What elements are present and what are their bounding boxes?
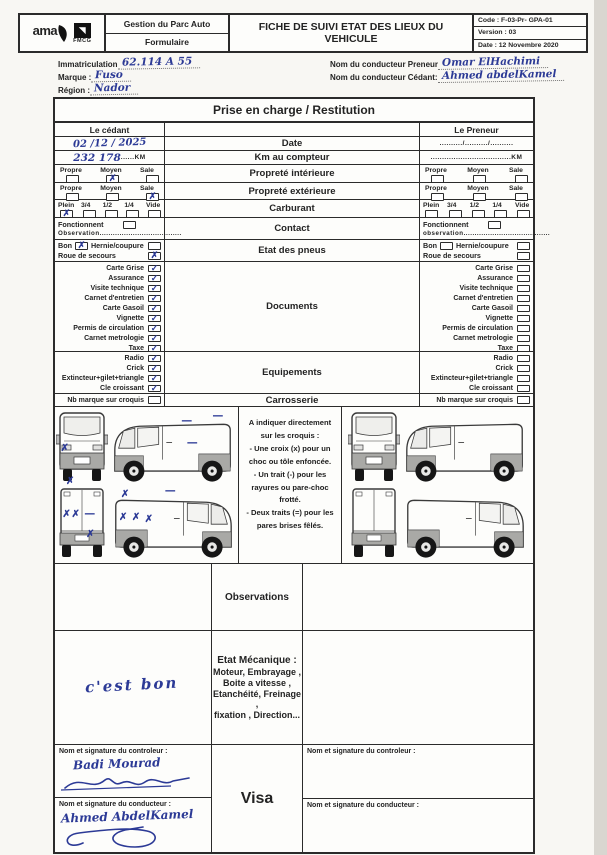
logo-brand-text: ama (32, 23, 58, 38)
proprete-exterieure-label: Propreté extérieure (165, 183, 420, 199)
document-item (55, 323, 164, 333)
dept-line-1: Gestion du Parc Auto (106, 15, 228, 34)
checkbox (517, 275, 530, 282)
option-label: Moyen (100, 167, 122, 174)
marque-value: Fuso (91, 69, 131, 83)
checkbox: ✓ (148, 305, 161, 312)
checkbox (66, 175, 79, 183)
checkbox: ✗ (148, 252, 161, 260)
signature-controleur-preneur (303, 745, 533, 798)
option-label: Vide (146, 202, 161, 209)
km-label: Km au compteur (165, 151, 420, 164)
column-header-row (55, 123, 533, 137)
option-label: 1/4 (492, 202, 502, 209)
damage-marks-layer (55, 407, 238, 563)
checkbox: ✓ (148, 335, 161, 342)
documents-row (55, 262, 533, 352)
carburant-label: Carburant (165, 200, 420, 217)
equipement-label: Radio (493, 354, 513, 362)
department-cell (106, 15, 230, 51)
checkbox (148, 210, 161, 218)
checkbox (440, 242, 453, 250)
controleur-label: Nom et signature du controleur : (307, 748, 416, 755)
damage-mark: ✗ (144, 513, 154, 525)
visa-label: Visa (212, 745, 303, 852)
equipement-item (55, 383, 164, 393)
checkbox: ✓ (148, 285, 161, 292)
checkbox (517, 315, 530, 322)
document-label: Carnet d'entretien (453, 294, 513, 302)
document-label: Carte Grise (106, 264, 144, 272)
damage-mark: ✗ (119, 512, 128, 524)
document-label: Carnet metrologie (84, 334, 144, 342)
roue-label: Roue de secours (58, 251, 116, 260)
checkbox (517, 355, 530, 362)
checkbox: ✓ (148, 345, 161, 352)
damage-mark: ✗ (120, 488, 130, 500)
proprete-interieure-row (55, 165, 533, 183)
option-label: Propre (425, 167, 447, 174)
document-label: Taxe (497, 344, 513, 352)
document-label: Carte Gasoil (102, 304, 144, 312)
mecanique-line: Etanchéité, Freinage , (212, 689, 302, 709)
document-item (55, 283, 164, 293)
equipement-item (420, 363, 533, 373)
croquis-row (55, 407, 533, 564)
checkbox (517, 345, 530, 352)
doc-version: Version : 03 (474, 26, 586, 38)
equipement-item (55, 373, 164, 383)
document-item (55, 293, 164, 303)
checkbox (473, 175, 486, 183)
date-value-preneur: ........../........../.......... (439, 140, 514, 147)
table-title: Prise en charge / Restitution (55, 99, 533, 123)
checkbox: ✗ (146, 193, 159, 201)
checkbox (449, 210, 462, 218)
mecanique-cedant (55, 631, 212, 744)
document-item (55, 333, 164, 343)
immatriculation-label: Immatriculation (58, 60, 118, 69)
option-label: 1/2 (102, 202, 113, 209)
equipements-label: Equipements (165, 352, 420, 393)
option-label: Sale (139, 185, 154, 192)
option-label: Plein (423, 202, 440, 209)
pneus-row (55, 240, 533, 262)
option-label: Propre (425, 185, 447, 192)
option-label: Sale (139, 167, 154, 174)
document-item (420, 313, 533, 323)
damage-mark: — (84, 507, 96, 521)
equipement-label: Cle croissant (469, 384, 513, 392)
cedant-value: Ahmed abdelKamel (437, 68, 564, 83)
document-item (420, 263, 533, 273)
document-label: Taxe (128, 344, 144, 352)
option-label: Moyen (467, 185, 489, 192)
immatriculation-row (58, 57, 200, 69)
pneus-label: Etat des pneus (165, 240, 420, 261)
controleur-signature-icon (59, 770, 199, 794)
damage-mark: — (186, 435, 198, 449)
region-row (58, 83, 200, 95)
checkbox (472, 210, 485, 218)
observations-preneur (303, 564, 533, 630)
document-item (420, 303, 533, 313)
instruction-line: A indiquer directement sur les croquis : (248, 418, 332, 440)
carburant-row (55, 200, 533, 218)
instruction-line: - Un trait (-) pour les rayures ou pare-choc frotté. (251, 469, 329, 505)
document-label: Vignette (116, 314, 144, 322)
proprete-exterieure-row (55, 183, 533, 200)
region-value: Nador (90, 82, 139, 96)
conducteur-label: Nom et signature du conducteur : (59, 801, 172, 808)
marque-label: Marque : (58, 73, 92, 82)
equipements-row (55, 352, 533, 394)
document-label: Carnet metrologie (453, 334, 513, 342)
option-label: Sale (508, 167, 523, 174)
document-label: Permis de circulation (73, 324, 144, 332)
checkbox (517, 295, 530, 302)
checkbox: ✗ (60, 210, 73, 218)
observations-row (55, 564, 533, 631)
signature-conducteur-preneur (303, 798, 533, 852)
observation-dots: Observation..................................... (58, 230, 182, 237)
leaf-icon (57, 23, 69, 43)
document-item (420, 273, 533, 283)
checkbox: ✓ (148, 265, 161, 272)
van-front-sketch (348, 411, 400, 483)
km-dots: ......KM (120, 154, 146, 161)
km-value-cedant: 232 178 (73, 151, 121, 164)
document-label: Carte Gasoil (471, 304, 513, 312)
controleur-name: Badi Mourad (72, 755, 161, 773)
company-logo (20, 15, 106, 51)
bon-label: Bon (58, 241, 72, 250)
option-label: Vide (515, 202, 530, 209)
equipement-item (55, 353, 164, 363)
checkbox (126, 210, 139, 218)
checkbox (517, 365, 530, 372)
observation-dots: observation....................................... (423, 230, 551, 237)
equipement-label: Radio (124, 354, 144, 362)
vehicle-info (58, 57, 588, 95)
document-item (55, 303, 164, 313)
option-label: 3/4 (80, 202, 91, 209)
date-row (55, 137, 533, 151)
checkbox: ✓ (148, 275, 161, 282)
option-label: 1/2 (469, 202, 480, 209)
mecanique-note-cedant: c'est bon (84, 673, 179, 697)
damage-mark: ✗ (86, 529, 95, 541)
fonctionnent-label: Fonctionnent (423, 220, 469, 229)
van-side-left-sketch (403, 421, 527, 483)
checkbox (517, 242, 530, 250)
right-column-header: Le Preneur (454, 124, 499, 135)
checkbox (148, 396, 161, 404)
checkbox (494, 210, 507, 218)
option-label: Sale (508, 185, 523, 192)
contact-label: Contact (165, 218, 420, 239)
document-item (55, 273, 164, 283)
checkbox: ✓ (148, 315, 161, 322)
mecanique-title: Etat Mécanique : (217, 655, 297, 666)
mecanique-line: Boite a vitesse , (222, 678, 292, 688)
equipement-item (55, 363, 164, 373)
damage-mark: ✗ (60, 443, 69, 455)
fonctionnent-label: Fonctionnent (58, 220, 104, 229)
preneur-label: Nom du conducteur Preneur (330, 60, 439, 69)
nb-marque-label: Nb marque sur croquis (436, 396, 513, 404)
document-label: Vignette (485, 314, 513, 322)
option-label: Moyen (100, 185, 122, 192)
checkbox (517, 385, 530, 392)
checkbox (431, 175, 444, 183)
checkbox (488, 221, 501, 229)
option-label: 1/4 (124, 202, 134, 209)
document-item (55, 263, 164, 273)
equipement-label: Cle croissant (100, 384, 144, 392)
bon-label: Bon (423, 241, 437, 250)
document-meta (472, 15, 586, 51)
hernie-label: Hernie/coupure (90, 241, 144, 250)
option-label: Propre (60, 185, 82, 192)
checkbox: ✗ (106, 175, 119, 183)
checkbox (517, 252, 530, 260)
option-label: 3/4 (446, 202, 457, 209)
damage-mark: — (181, 413, 193, 427)
controleur-label: Nom et signature du controleur : (59, 748, 168, 755)
option-label: Moyen (467, 167, 489, 174)
form-title: FICHE DE SUIVI ETAT DES LIEUX DU VEHICULE (258, 21, 444, 45)
checkbox (83, 210, 96, 218)
dept-line-2: Formulaire (145, 37, 189, 48)
document-item (420, 283, 533, 293)
contact-row (55, 218, 551, 240)
document-label: Assurance (108, 274, 144, 282)
roue-label: Roue de secours (423, 251, 481, 260)
document-label: Carnet d'entretien (84, 294, 144, 302)
form-header (18, 13, 588, 53)
preneur-row (330, 57, 564, 69)
checkbox: ✓ (148, 325, 161, 332)
document-item (420, 293, 533, 303)
van-rear-sketch (348, 487, 400, 559)
prise-en-charge-table (53, 97, 551, 854)
checkbox (105, 210, 118, 218)
nb-marque-label: Nb marque sur croquis (67, 396, 144, 404)
conducteur-name: Ahmed AbdelKamel (60, 806, 194, 826)
date-label: Date (165, 137, 420, 150)
van-side-right-sketch (403, 497, 527, 559)
damage-mark: ✗ (131, 512, 141, 524)
conducteur-signature-icon (59, 823, 179, 853)
instruction-line: - Deux traits (=) pour les pares brises fêlés. (246, 508, 334, 531)
checkbox (517, 210, 530, 218)
mecanique-line: Moteur, Embrayage , (212, 667, 302, 677)
scan-edge (594, 0, 607, 855)
documents-label: Documents (165, 262, 420, 351)
document-label: Visite technique (90, 284, 144, 292)
cedant-row (330, 70, 564, 82)
doc-date: Date : 12 Novembre 2020 (474, 39, 586, 51)
checkbox (148, 242, 161, 250)
km-value-preneur: ...................................KM (430, 154, 523, 161)
equipement-item (420, 353, 533, 363)
signature-conducteur-cedant (55, 797, 211, 855)
document-label: Carte Grise (475, 264, 513, 272)
equipement-label: Extincteur+gilet+triangle (430, 374, 513, 382)
checkbox (517, 396, 530, 404)
croquis-preneur (342, 407, 533, 563)
damage-mark: ✗ (65, 476, 75, 488)
document-label: Visite technique (459, 284, 513, 292)
hernie-label: Hernie/coupure (455, 241, 509, 250)
equipement-item (420, 383, 533, 393)
date-value-cedant: 02 /12 / 2025 (72, 136, 147, 151)
region-label: Région : (58, 86, 90, 95)
croquis-cedant (55, 407, 239, 563)
option-label: Plein (58, 202, 75, 209)
document-item (420, 323, 533, 333)
observations-label: Observations (212, 564, 303, 630)
carrosserie-label: Carrosserie (165, 394, 420, 406)
checkbox: ✓ (148, 295, 161, 302)
croquis-instructions (239, 407, 342, 563)
signatures-row (55, 745, 533, 852)
equipement-label: Crick (495, 364, 513, 372)
document-label: Permis de circulation (442, 324, 513, 332)
mecanique-preneur (303, 631, 533, 744)
logo-sub-text: FMCG (73, 37, 92, 44)
checkbox: ✓ (148, 355, 161, 362)
option-label: Propre (60, 167, 82, 174)
immatriculation-value: 62.114 A 55 (117, 55, 199, 69)
checkbox: ✓ (148, 375, 161, 382)
checkbox (517, 285, 530, 292)
checkbox (517, 265, 530, 272)
etat-mecanique-row (55, 631, 533, 745)
checkbox (515, 175, 528, 183)
preneur-value: Omar ElHachimi (438, 55, 548, 70)
arrow-logo-icon: ◥ (74, 23, 91, 38)
checkbox: ✓ (148, 385, 161, 392)
document-item (55, 313, 164, 323)
document-label: Assurance (477, 274, 513, 282)
checkbox (517, 375, 530, 382)
document-item (420, 333, 533, 343)
checkbox (517, 335, 530, 342)
equipement-label: Crick (126, 364, 144, 372)
signature-controleur-cedant (55, 745, 211, 797)
checkbox (425, 210, 438, 218)
damage-mark: — (212, 409, 224, 423)
checkbox: ✓ (148, 365, 161, 372)
carrosserie-row (55, 394, 533, 407)
checkbox (517, 325, 530, 332)
mecanique-center (212, 631, 303, 744)
checkbox (517, 305, 530, 312)
km-row (55, 151, 533, 165)
cedant-label: Nom du conducteur Cédant: (330, 73, 438, 82)
equipement-item (420, 373, 533, 383)
mecanique-line: fixation , Direction... (213, 710, 300, 720)
checkbox (146, 175, 159, 183)
observations-cedant (55, 564, 212, 630)
doc-code: Code : F-03-Pr- GPA-01 (478, 17, 553, 25)
damage-mark: ✗ (71, 508, 80, 520)
instruction-line: - Une croix (x) pour un choc ou tôle enfoncée. (248, 443, 332, 466)
left-column-header: Le cédant (55, 123, 165, 136)
checkbox: ✗ (75, 242, 88, 250)
proprete-interieure-label: Propreté intérieure (165, 165, 420, 182)
marque-row (58, 70, 200, 82)
checkbox (123, 221, 136, 229)
conducteur-label: Nom et signature du conducteur : (307, 802, 420, 809)
damage-mark: — (164, 484, 176, 497)
equipement-label: Extincteur+gilet+triangle (61, 374, 144, 382)
damage-mark: ✗ (62, 508, 71, 520)
